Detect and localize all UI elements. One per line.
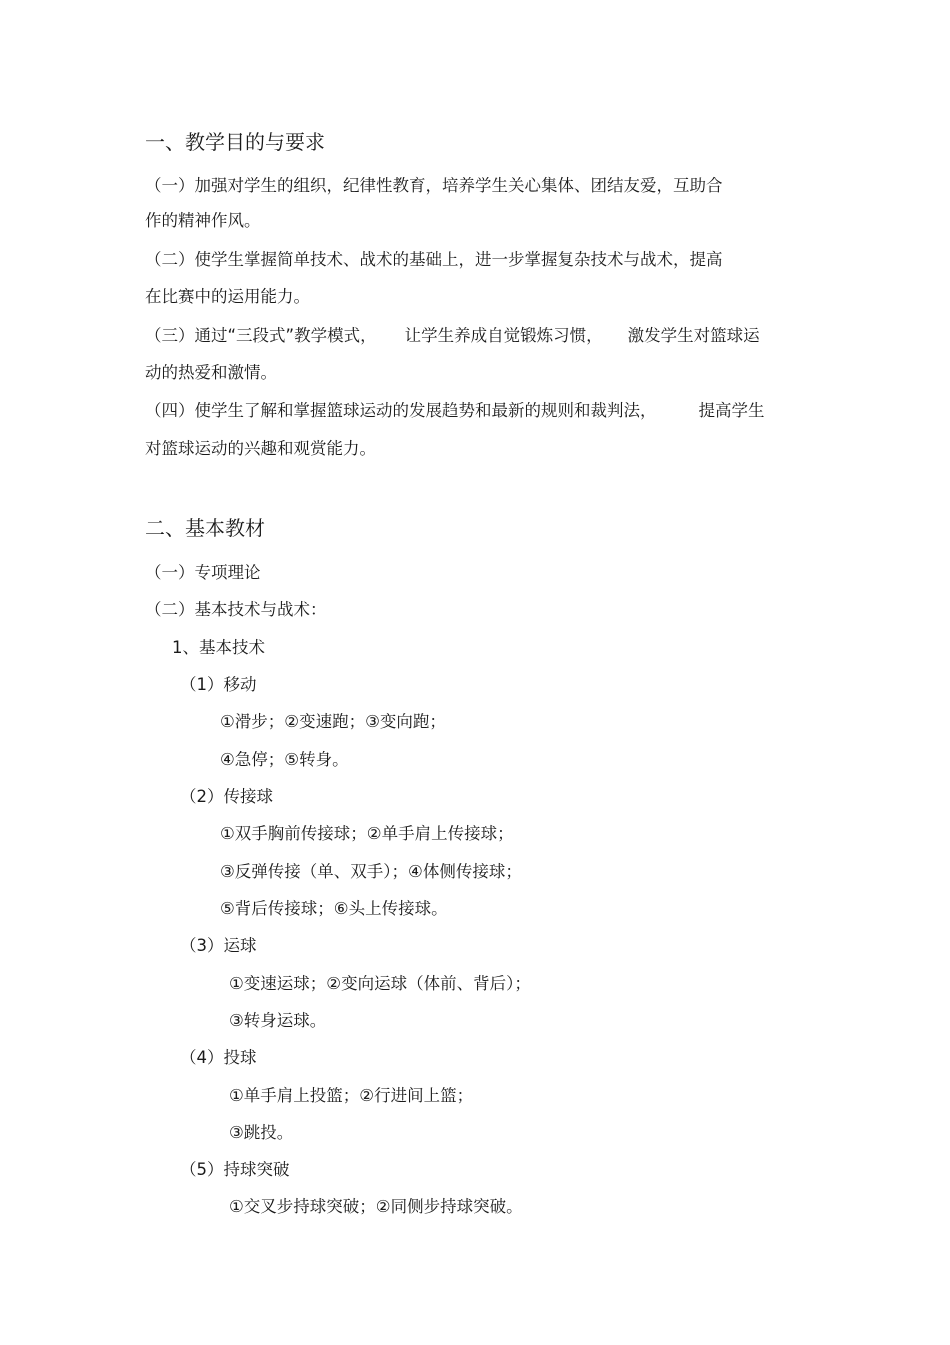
section1-heading: 一、教学目的与要求 [145,130,325,154]
topic-breakthrough-title: （5）持球突破 [180,1160,290,1179]
objective-3-line-2: 动的热爱和激情。 [145,363,277,382]
objective-2-line-1: （二）使学生掌握简单技术、战术的基础上，进一步掌握复杂技术与战术，提高 [145,250,723,269]
topic-move-line-2: ④急停；⑤转身。 [220,750,349,769]
topic-move-line-1: ①滑步；②变速跑；③变向跑； [220,712,446,731]
topic-shoot-line-2: ③跳投。 [229,1123,294,1142]
topic-shoot-line-1: ①单手肩上投篮；②行进间上篮； [229,1086,474,1105]
topic-pass-line-1: ①双手胸前传接球；②单手肩上传接球； [220,824,514,843]
section2-heading: 二、基本教材 [145,516,265,540]
objective-4-line-2: 对篮球运动的兴趣和观赏能力。 [145,439,376,458]
objective-1-line-1: （一）加强对学生的组织，纪律性教育，培养学生关心集体、团结友爱，互助合 [145,176,723,195]
topic-shoot-title: （4）投球 [180,1048,257,1067]
topic-dribble-line-2: ③转身运球。 [229,1011,327,1030]
topic-pass-line-3: ⑤背后传接球；⑥头上传接球。 [220,899,448,918]
material-item-technique: （二）基本技术与战术： [145,600,327,619]
objective-3-part-3: 激发学生对篮球运 [627,326,760,345]
topic-pass-title: （2）传接球 [180,787,273,806]
objective-3-part-2: 让学生养成自觉锻炼习惯， [404,326,603,345]
objective-3-line-1 [145,324,760,348]
topic-pass-line-2: ③反弹传接（单、双手）；④体侧传接球； [220,862,522,881]
objective-3-part-1: （三）通过“三段式”教学模式， [145,326,377,345]
subsection-basic-technique: 1、基本技术 [172,638,265,657]
topic-breakthrough-line-1: ①交叉步持球突破；②同侧步持球突破。 [229,1197,523,1216]
topic-dribble-line-1: ①变速运球；②变向运球（体前、背后）； [229,974,531,993]
topic-dribble-title: （3）运球 [180,936,257,955]
objective-2-line-2: 在比赛中的运用能力。 [145,287,310,306]
objective-4-part-2: 提高学生 [698,401,765,420]
objective-4-line-1 [145,399,765,423]
topic-move-title: （1）移动 [180,675,257,694]
material-item-theory: （一）专项理论 [145,563,261,582]
objective-1-line-2: 作的精神作风。 [145,211,261,230]
objective-4-part-1: （四）使学生了解和掌握篮球运动的发展趋势和最新的规则和裁判法， [145,401,657,420]
